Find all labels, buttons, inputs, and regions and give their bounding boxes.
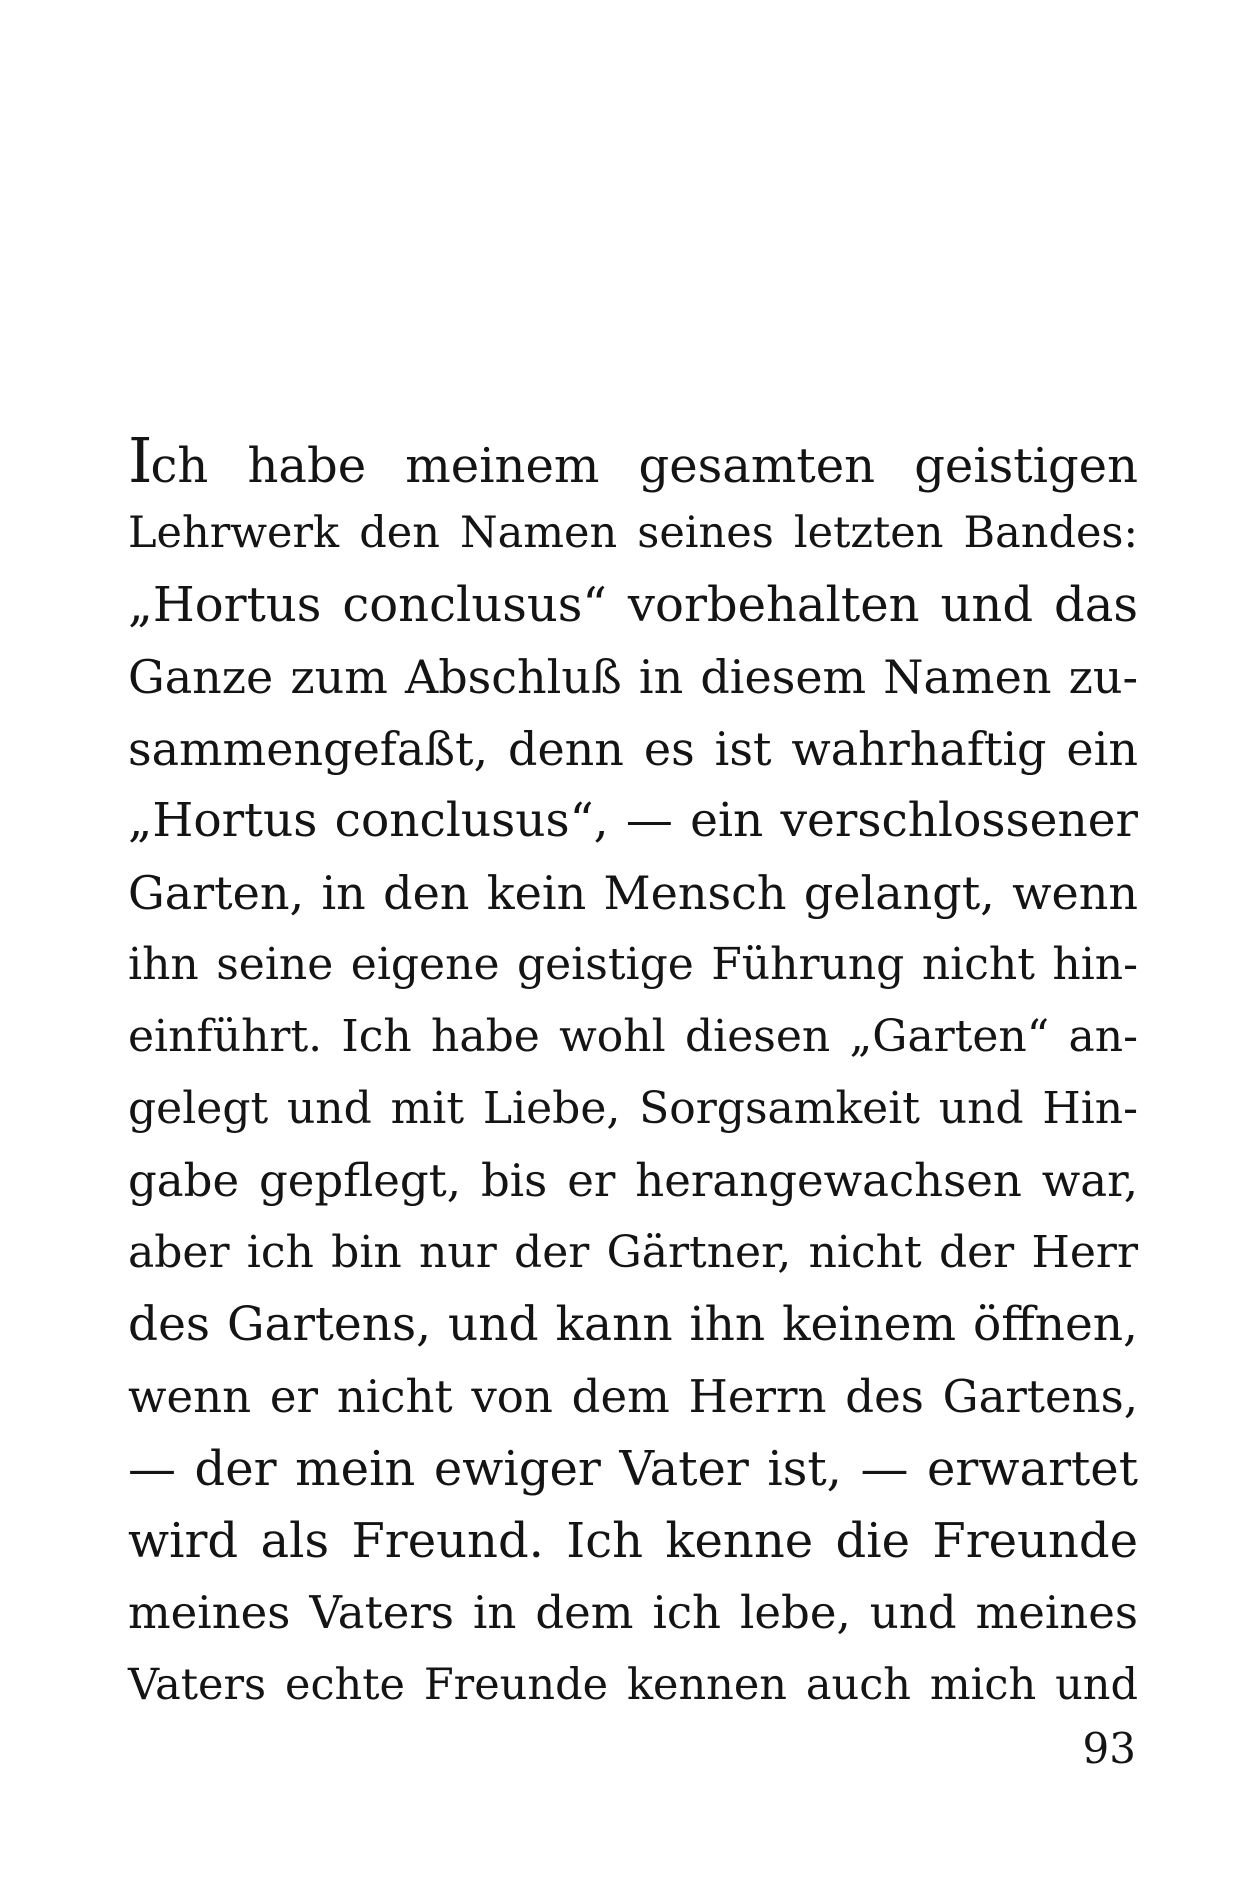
text-line-14: wenn er nicht von dem Herrn des Gartens, [128,1370,1138,1423]
text-line-17: meines Vaters in dem ich lebe, und meines [128,1586,1138,1639]
body-text [128,425,1138,1721]
text-line-15: — der mein ewiger Vater ist, — erwartet [128,1441,1138,1497]
text-line-9: einführt. Ich habe wohl diesen „Garten“ an- [128,1011,1138,1062]
initial-letter: I [128,424,151,497]
text-line-1-rest: ch habe meinem gesamten geistigen [150,438,1138,494]
text-line-6: „Hortus conclusus“, — ein verschlossener [128,793,1138,848]
text-line-3: „Hortus conclusus“ vorbehalten und das [128,577,1138,633]
text-line-5: sammengefaßt, denn es ist wahrhaftig ein [128,722,1138,776]
text-line-18: Vaters echte Freunde kennen auch mich und [128,1660,1138,1710]
page-number: 93 [1082,1724,1136,1773]
text-line-2: Lehrwerk den Namen seines letzten Bandes: [128,508,1138,558]
text-line-7: Garten, in den kein Mensch gelangt, wenn [128,866,1138,920]
text-line-13: des Gartens, und kann ihn keinem öffnen, [128,1297,1138,1352]
text-line-8: ihn seine eigene geistige Führung nicht hin- [128,939,1138,990]
text-line-4: Ganze zum Abschluß in diesem Namen zu- [128,650,1138,704]
text-line-16: wird als Freund. Ich kenne die Freunde [128,1513,1138,1569]
text-line-1 [128,425,1138,497]
text-line-10: gelegt und mit Liebe, Sorgsamkeit und Hin- [128,1083,1138,1134]
text-line-12: aber ich bin nur der Gärtner, nicht der Herr [128,1227,1138,1278]
text-line-11: gabe gepflegt, bis er herangewachsen war, [128,1154,1138,1207]
